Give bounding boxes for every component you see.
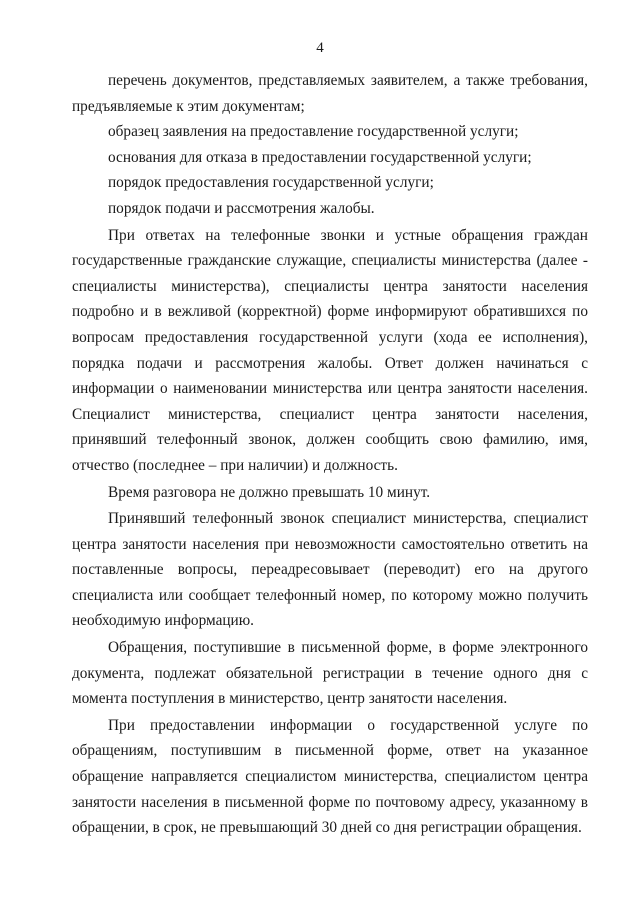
paragraph-written-registration: Обращения, поступившие в письменной форме, в форме электронного документа, подлежат обязательной регистрации в течение одного дня с момента поступления в министерство, центр занятости населения. bbox=[72, 639, 588, 708]
paragraph-service-procedure: порядок предоставления государственной услуги; bbox=[108, 174, 434, 192]
paragraph-refusal-grounds: основания для отказа в предоставлении государственной услуги; bbox=[108, 148, 532, 166]
document-body bbox=[72, 68, 588, 841]
paragraph-documents-list: перечень документов, представляемых заявителем, а также требования, предъявляемые к этим документам; bbox=[72, 72, 588, 115]
paragraph-application-sample: образец заявления на предоставление государственной услуги; bbox=[108, 123, 519, 141]
paragraph-written-response: При предоставлении информации о государственной услуге по обращениям, поступившим в письменной форме, ответ на указанное обращение направляется специалистом министерства, специалистом центра занятости населения в письменной форме по почтовому адресу, указанному в обращении, в срок, не превышающий 30 дней со дня регистрации обращения. bbox=[72, 716, 588, 837]
paragraph-call-redirect: Принявший телефонный звонок специалист министерства, специалист центра занятости населения при невозможности самостоятельно ответить на поставленные вопросы, переадресовывает (переводит) его на другого специалиста или сообщает телефонный номер, по которому можно получить необходимую информацию. bbox=[72, 510, 588, 630]
page-number: 4 bbox=[316, 40, 324, 56]
paragraph-call-duration: Время разговора не должно превышать 10 минут. bbox=[108, 483, 431, 501]
paragraph-complaint-procedure: порядок подачи и рассмотрения жалобы. bbox=[108, 199, 375, 217]
paragraph-phone-answers: При ответах на телефонные звонки и устные обращения граждан государственные гражданские служащие, специалисты министерства (далее - специалисты министерства), специалисты центра занятости населения подробно и в вежливой (корректной) форме информируют обратившихся по вопросам предоставления государственной услуги (хода ее исполнения), порядка подачи и рассмотрения жалобы. Ответ должен начинаться с информации о наименовании министерства или центра занятости населения. Специалист министерства, специалист центра занятости населения, принявший телефонный звонок, должен сообщить свою фамилию, имя, отчество (последнее – при наличии) и должность. bbox=[72, 226, 588, 474]
